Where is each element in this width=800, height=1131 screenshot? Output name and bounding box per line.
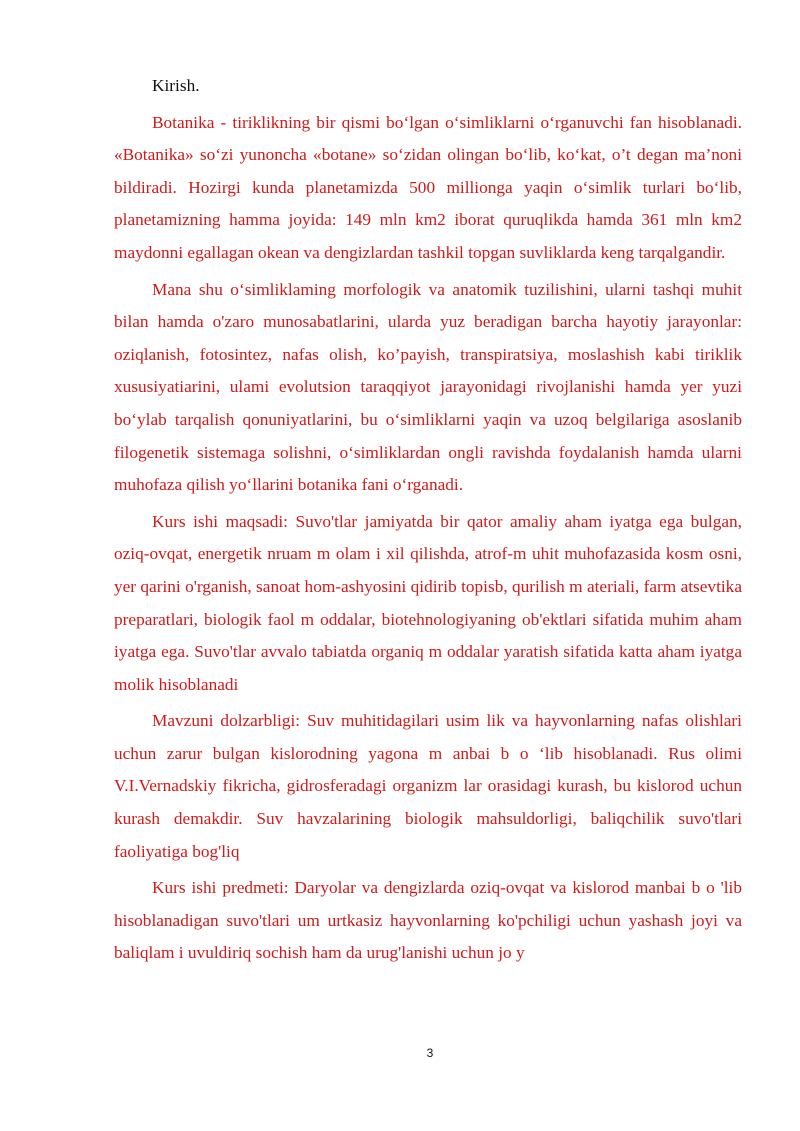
paragraph-course-goal: Kurs ishi maqsadi: Suvo'tlar jamiyatda bir qator amaliy aham iyatga ega bulgan, oziq-ovqat, energetik nruam m olam i xil qilishda, atrof-m uhit muhofazasida kosm osni, yer qarini o'rganish, sanoat hom-ashyosini qidirib topisb, qurilish m ateriali, farm atsevtika preparatlari, biologik faol m oddalar, biotehnologiyaning ob'ektlari sifatida muhim aham iyatga ega. Suvo'tlar avvalo tabiatda organiq m oddalar yaratish sifatida katta aham iyatga molik hisoblanadi [114, 511, 742, 694]
document-page [114, 70, 742, 974]
paragraph-botany-scope: Mana shu o‘simliklaming morfologik va anatomik tuzilishini, ularni tashqi muhit bilan hamda o'zaro munosabatlarini, ularda yuz beradigan barcha hayotiy jarayonlar: oziqlanish, fotosintez, nafas olish, ko’payish, transpiratsiya, moslashish kabi tiriklik xususiyatiarini, ulami evolutsion taraqqiyot jarayonidagi rivojlanishi hamda yer yuzi bo‘ylab tarqalish qonuniyatlarini, bu o‘simliklarni yaqin va uzoq belgilariga asoslanib filogenetik sistemaga solishni, o‘simliklardan ongli ravishda foydalanish hamda ularni muhofaza qilish yo‘llarini botanika fani o‘rganadi. [114, 279, 742, 495]
page-number: 3 [426, 1046, 434, 1060]
paragraph-course-subject: Kurs ishi predmeti: Daryolar va dengizlarda oziq-ovqat va kislorod manbai b o 'lib hisoblanadigan suvo'tlari um urtkasiz hayvonlarning ko'pchiligi uchun yashash joyi va baliqlam i uvuldiriq sochish ham da urug'lanishi uchun jo y [114, 878, 742, 963]
paragraph-topic-relevance: Mavzuni dolzarbligi: Suv muhitidagilari usim lik va hayvonlarning nafas olishlari uchun zarur bulgan kislorodning yagona m anbai b o ‘lib hisoblanadi. Rus olimi V.I.Vernadskiy fikricha, gidrosferadagi organizm lar orasidagi kurash, bu kislorod uchun kurash demakdir. Suv havzalarining biologik mahsuldorligi, baliqchilik suvo'tlari faoliyatiga bog'liq [114, 711, 742, 861]
paragraph-introduction: Botanika - tiriklikning bir qismi bo‘lgan o‘simliklarni o‘rganuvchi fan hisoblanadi. «Botanika» so‘zi yunoncha «botane» so‘zidan olingan bo‘lib, ko‘kat, o’t degan ma’noni bildiradi. Hozirgi kunda planetamizda 500 millionga yaqin o‘simlik turlari bo‘lib, planetamizning hamma joyida: 149 mln km2 iborat quruqlikda hamda 361 mln km2 maydonni egallagan okean va dengizlardan tashkil topgan suvliklarda keng tarqalgandir. [114, 112, 742, 262]
section-heading: Kirish. [152, 76, 200, 95]
